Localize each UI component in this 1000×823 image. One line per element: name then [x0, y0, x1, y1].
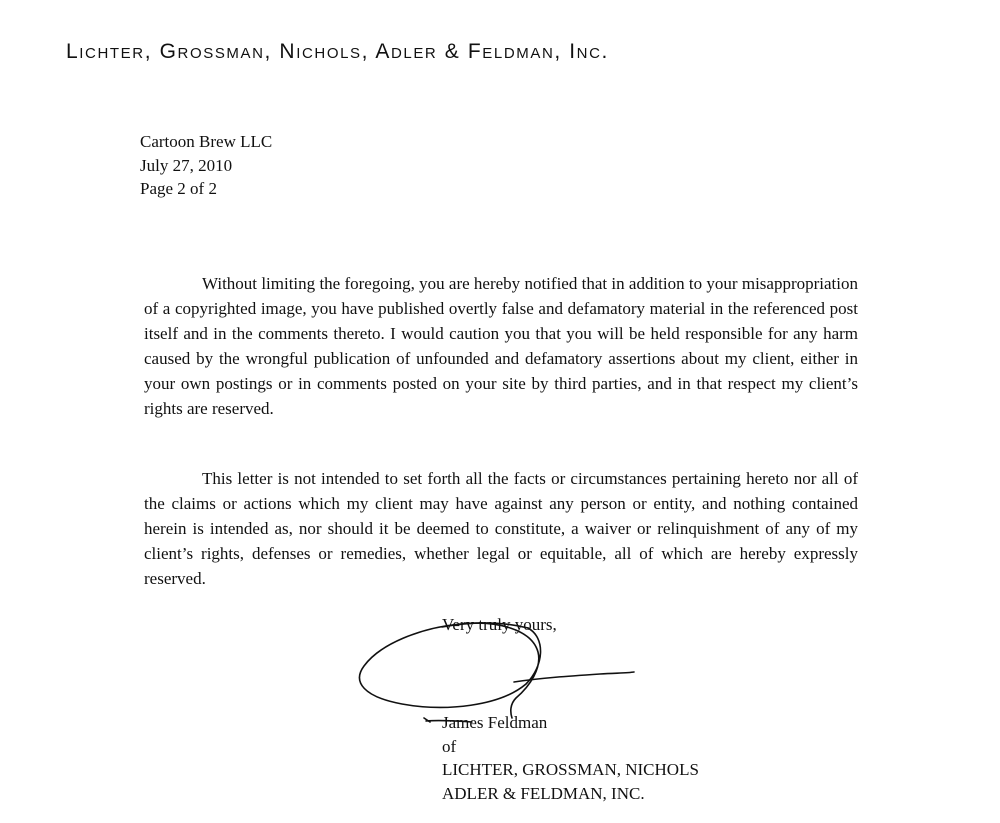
- recipient-block: [140, 130, 272, 201]
- page-number: Page 2 of 2: [140, 179, 217, 198]
- body-paragraph-1: Without limiting the foregoing, you are hereby notified that in addition to your misappropriation of a copyrighted image, you have published overtly false and defamatory material in the referenced post itself and in the comments thereto. I would caution you that you will be held responsible for any harm caused by the wrongful publication of unfounded and defamatory assertions about my client, either in your own postings or in comments posted on your site by third parties, and in that respect my client’s rights are reserved.: [144, 274, 858, 418]
- letter-date: July 27, 2010: [140, 155, 233, 175]
- valediction: Very truly yours,: [442, 615, 557, 634]
- signer-name: James Feldman: [442, 713, 548, 732]
- letterhead: Lichter, Grossman, Nichols, Adler & Feldman, Inc.: [66, 40, 609, 63]
- signer-firm-line-2: ADLER & FELDMAN, INC.: [442, 783, 645, 803]
- recipient-name: Cartoon Brew LLC: [140, 132, 273, 151]
- signer-of: of: [442, 736, 457, 756]
- body-paragraph-2: This letter is not intended to set forth all the facts or circumstances pertaining hereto nor all of the claims or actions which my client may have against any person or entity, and nothing contained herein is intended as, nor should it be deemed to constitute, a waiver or relinquishment of any of my client’s rights, defenses or remedies, whether legal or equitable, all of which are hereby expressly reserved.: [144, 469, 858, 588]
- signer-firm-line-1: LICHTER, GROSSMAN, NICHOLS: [442, 760, 699, 779]
- signature-block: [442, 711, 699, 805]
